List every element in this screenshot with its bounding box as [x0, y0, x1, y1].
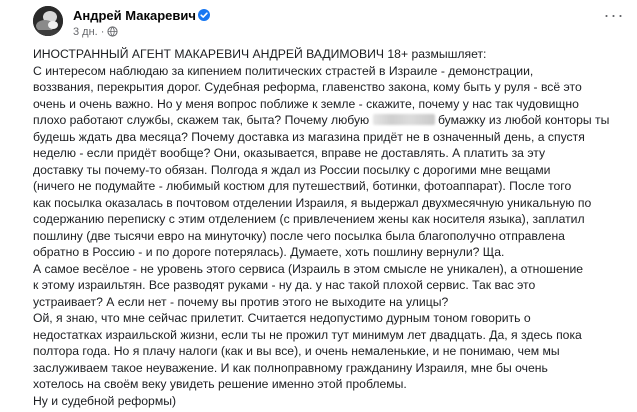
post-text: ИНОСТРАННЫЙ АГЕНТ МАКАРЕВИЧ АНДРЕЙ ВАДИМОВИЧ 18+ размышляет: — [33, 47, 487, 61]
post-text-line — [33, 195, 623, 212]
post-text-line — [33, 178, 623, 195]
post-text-line — [33, 112, 623, 129]
post-text: очень и очень важно. Но у меня вопрос поближе к земле - скажите, почему у нас так чудовищно — [33, 96, 579, 111]
post-text: воззвания, перекрытия дорог. Судебная реформа, главенство закона, кому быть у руля - всё это — [33, 80, 582, 94]
globe-icon — [107, 26, 118, 40]
post-text-line — [33, 162, 623, 179]
post-header — [0, 0, 637, 44]
post-text: доставку ты почему-то обязан. Полгода я ждал из России посылку с дорогими мне вещами — [33, 162, 551, 177]
post-text: полтора года. Но я плачу налоги (как и вы все), и очень немаленькие, и не понимаю, чем мы — [33, 344, 560, 358]
post-text-line — [33, 96, 623, 113]
post-text: Ну и судебной реформы) — [33, 393, 177, 408]
post-text-line — [33, 310, 623, 327]
more-options-icon[interactable]: ··· — [603, 5, 625, 25]
author-avatar[interactable] — [33, 6, 63, 36]
post-text-line — [33, 327, 623, 344]
post-body — [33, 46, 623, 409]
post-meta — [73, 26, 118, 40]
redacted-word — [373, 114, 435, 125]
post-text-line — [33, 145, 623, 162]
post-text: как посылка оказалась в почтовом отделении Израиля, я выдержал двухмесячную уникальную по — [33, 195, 592, 210]
post-text-line — [33, 129, 623, 146]
post-text-line — [33, 46, 623, 63]
post-text-line — [33, 79, 623, 96]
post-text: хотелось на своём веку увидеть решение именно этой проблемы. — [33, 377, 407, 391]
post-text: заслуживаем такое неуважение. И как полноправному гражданину Израиля, мне бы очень — [33, 360, 548, 375]
post-text: недостатках израильской жизни, если ты не прожил тут минимум лет двадцать. Да, я здесь пока — [33, 327, 582, 342]
post-text: будешь ждать два месяца? Почему доставка из магазина придёт не в означенный день, а спустя — [33, 129, 585, 144]
verified-badge-icon — [198, 9, 210, 21]
post-text-line — [33, 244, 623, 261]
post-text: к этому израильтян. Все разводят руками - ну да. у нас такой плохой сервис. Так вас это — [33, 278, 536, 292]
post-text-line — [33, 393, 623, 410]
post-text: устраивает? А если нет - почему вы против этого не выходите на улицы? — [33, 294, 449, 309]
post-text: А самое весёлое - не уровень этого сервиса (Израиль в этом смысле не уникален), а отношение — [33, 261, 584, 276]
post-text: обратно в Россию - и по дороге потерялась). Думаете, хоть пошлину вернули? Щa. — [33, 245, 505, 259]
post-time[interactable]: 3 дн. — [73, 26, 98, 38]
post-text: пошлину (две тысячи евро на минуточку) после чего посылка была благополучно отправлена — [33, 228, 565, 243]
post-text-line — [33, 211, 623, 228]
post-text-line — [33, 294, 623, 311]
author-name[interactable]: Андрей Макаревич — [73, 8, 196, 23]
avatar-photo — [33, 6, 63, 36]
post-text: (ничего не подумайте - любимый костюм для путешествий, ботинки, фотоаппарат). После того — [33, 179, 572, 193]
post-text-line — [33, 343, 623, 360]
post-text: Ой, я знаю, что мне сейчас прилетит. Считается недопустимо дурным тоном говорить о — [33, 311, 531, 325]
post-text-line — [33, 63, 623, 80]
post-text: бумажку из любой конторы ты — [434, 113, 610, 127]
post-text: С интересом наблюдаю за кипением политических страстей в Израиле - демонстрации, — [33, 63, 534, 78]
post-text-line — [33, 360, 623, 377]
post-text: содержанию переписку с этим отделением (с привлечением жены как носителя языка), заплатил — [33, 212, 585, 226]
meta-separator: · — [100, 26, 105, 38]
post-text-line — [33, 261, 623, 278]
post-text-line — [33, 376, 623, 393]
post-text: плохо работают службы, скажем так, быта? Почему любую — [33, 113, 370, 127]
post-text-line — [33, 228, 623, 245]
post-text-line — [33, 277, 623, 294]
post-text: неделю - если придёт вообще? Они, оказывается, вправе не доставлять. А платить за эту — [33, 146, 546, 160]
